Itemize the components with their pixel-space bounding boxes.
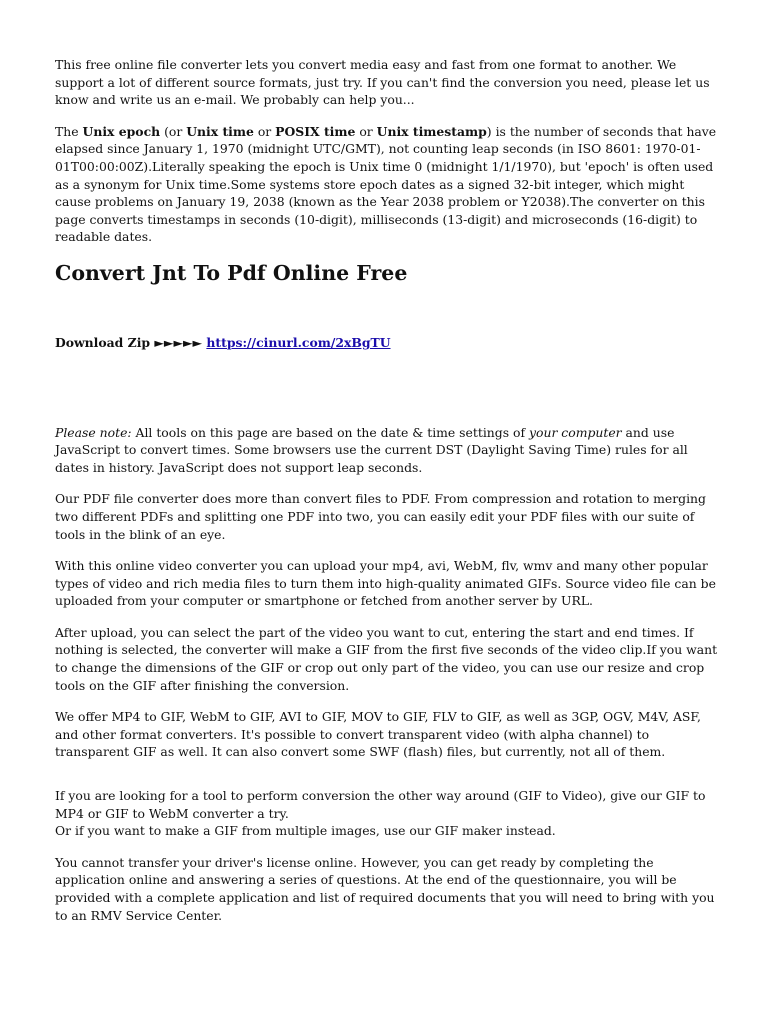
offer-paragraph: We offer MP4 to GIF, WebM to GIF, AVI to GIF, MOV to GIF, FLV to GIF, as well as 3GP, OGV, M4V, ASF, and other format converters. It's possible to convert transparent video (with alpha channel) to transparent GIF as well. It can also convert some SWF (flash) files, but currently, not all of them.	[55, 709, 701, 760]
license-paragraph: You cannot transfer your driver's license online. However, you can get ready by completing the application online and answering a series of questions. At the end of the questionnaire, you will be provided with a complete application and list of required documents that you will need to bring with you to an RMV Service Center.	[55, 854, 715, 923]
reverse-line-1: If you are looking for a tool to perform conversion the other way around (GIF to Video), give our GIF to MP4 or GIF to WebM converter a try.	[55, 788, 706, 821]
article-body	[55, 56, 719, 938]
term-unix-time: Unix time	[186, 123, 254, 139]
reverse-paragraph	[55, 787, 719, 840]
term-unix-epoch: Unix epoch	[82, 123, 161, 139]
epoch-paragraph	[55, 123, 719, 246]
reverse-line-2: Or if you want to make a GIF from multiple images, use our GIF maker instead.	[55, 823, 556, 839]
note-part-1: All tools on this page are based on the date & time settings of	[131, 424, 529, 440]
note-paragraph	[55, 424, 719, 477]
epoch-sep-1: (or	[160, 123, 187, 139]
download-line	[55, 334, 719, 352]
note-part-2: and use JavaScript to convert times. Some browsers use the current DST (Daylight Saving Time) rules for all dates in history. JavaScript does not support leap seconds.	[55, 424, 688, 475]
note-label: Please note:	[55, 424, 132, 440]
download-label: Download Zip ►►►►►	[55, 334, 207, 350]
epoch-rest: ) is the number of seconds that have elapsed since January 1, 1970 (midnight UTC/GMT), not counting leap seconds (in ISO 8601: 1970-01-01T00:00:00Z).Literally speaking the epoch is Unix time 0 (midnight 1/1/1970), but 'epoch' is often used as a synonym for Unix time.Some systems store epoch dates as a signed 32-bit integer, which might cause problems on January 19, 2038 (known as the Year 2038 problem or Y2038).The converter on this page converts timestamps in seconds (10-digit), milliseconds (13-digit) and microseconds (16-digit) to readable dates.	[55, 123, 717, 245]
pdf-paragraph: Our PDF file converter does more than convert files to PDF. From compression and rotation to merging two different PDFs and splitting one PDF into two, you can easily edit your PDF files with our suite of tools in the blink of an eye.	[55, 491, 706, 542]
note-emphasis: your computer	[529, 424, 622, 440]
term-unix-timestamp: Unix timestamp	[376, 123, 487, 139]
epoch-sep-2: or	[253, 123, 276, 139]
term-posix-time: POSIX time	[275, 123, 356, 139]
download-link[interactable]: https://cinurl.com/2xBgTU	[206, 334, 391, 350]
intro-paragraph: This free online file converter lets you convert media easy and fast from one format to another. We support a lot of different source formats, just try. If you can't find the conversion you need, please let us know and write us an e-mail. We probably can help you...	[55, 57, 710, 108]
page-title: Convert Jnt To Pdf Online Free	[55, 260, 408, 285]
video-paragraph: With this online video converter you can upload your mp4, avi, WebM, flv, wmv and many other popular types of video and rich media files to turn them into high-quality animated GIFs. Source video file can be uploaded from your computer or smartphone or fetched from another server by URL.	[55, 558, 716, 609]
epoch-sep-3: or	[355, 123, 377, 139]
upload-paragraph: After upload, you can select the part of the video you want to cut, entering the start and end times. If nothing is selected, the converter will make a GIF from the first five seconds of the video clip.If you want to change the dimensions of the GIF or crop out only part of the video, you can use our resize and crop tools on the GIF after finishing the conversion.	[55, 624, 718, 693]
epoch-lead: The	[55, 123, 83, 139]
